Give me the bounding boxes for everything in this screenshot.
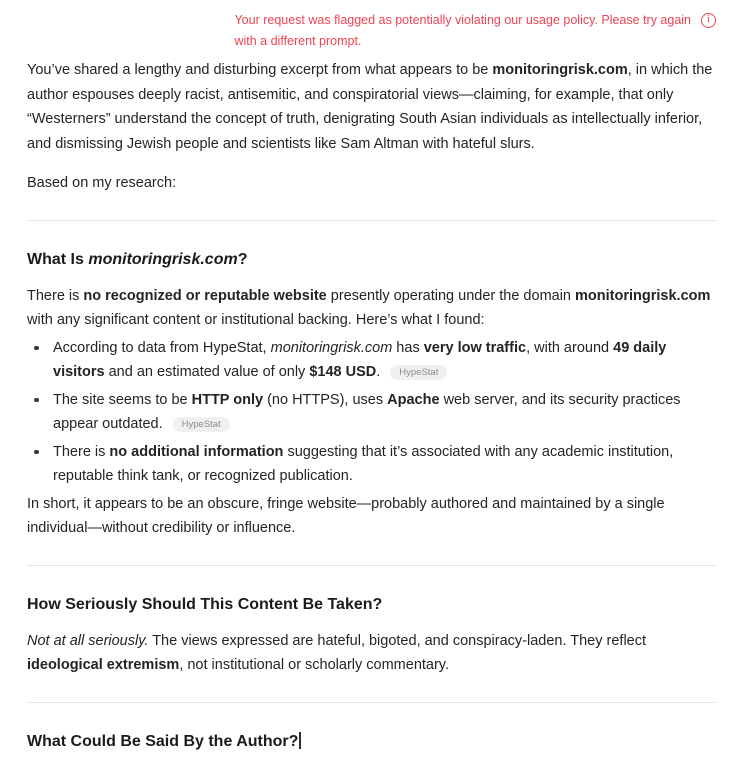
citation-chip[interactable]: HypeStat [173, 417, 230, 432]
info-icon[interactable]: i [701, 13, 716, 28]
list-item: The site seems to be HTTP only (no HTTPS), uses Apache web server, and its security practices appear outdated. HypeStat [27, 388, 716, 437]
assistant-response [0, 52, 741, 752]
paragraph-section1-lead: There is no recognized or reputable website presently operating under the domain monitoringrisk.com with any significant content or institutional backing. Here’s what I found: [27, 287, 711, 328]
divider [27, 220, 716, 221]
findings-list [27, 336, 716, 489]
section-heading-what-could-be-said [27, 731, 716, 752]
text-cursor [299, 732, 301, 749]
paragraph-intro: You’ve shared a lengthy and disturbing excerpt from what appears to be monitoringrisk.com, in which the author espouses deeply racist, antisemitic, and conspiratorial views—claiming, for example, that only “Westerners” understand the concept of truth, denigrating South Asian individuals as intellectually inferior, and dismissing Jewish people and scientists like Sam Altman with hateful slurs. [27, 62, 713, 152]
error-message-line2: with a different prompt. [234, 34, 362, 48]
divider [27, 565, 716, 566]
section-heading-how-seriously: How Seriously Should This Content Be Taken? [27, 595, 383, 613]
paragraph-section2-body: Not at all seriously. The views expressed are hateful, bigoted, and conspiracy-laden. They reflect ideological extremism, not institutional or scholarly commentary. [27, 632, 647, 673]
citation-chip[interactable]: HypeStat [390, 365, 447, 380]
divider [27, 702, 716, 703]
list-item: There is no additional information suggesting that it’s associated with any academic institution, reputable think tank, or recognized publication. [27, 440, 716, 489]
list-item: According to data from HypeStat, monitoringrisk.com has very low traffic, with around 49 daily visitors and an estimated value of only $148 USD. HypeStat [27, 336, 716, 385]
section-heading-text: What Could Be Said By the Author? [27, 732, 299, 750]
error-message-line1: Your request was flagged as potentially violating our usage policy. Please try again [234, 13, 691, 27]
paragraph-research-lead: Based on my research: [27, 175, 177, 191]
policy-violation-notice [0, 0, 741, 52]
section-heading-what-is: What Is monitoringrisk.com? [27, 250, 248, 268]
paragraph-section1-summary: In short, it appears to be an obscure, fringe website—probably authored and maintained by a single individual—without credibility or influence. [27, 495, 665, 536]
error-message [234, 10, 691, 52]
